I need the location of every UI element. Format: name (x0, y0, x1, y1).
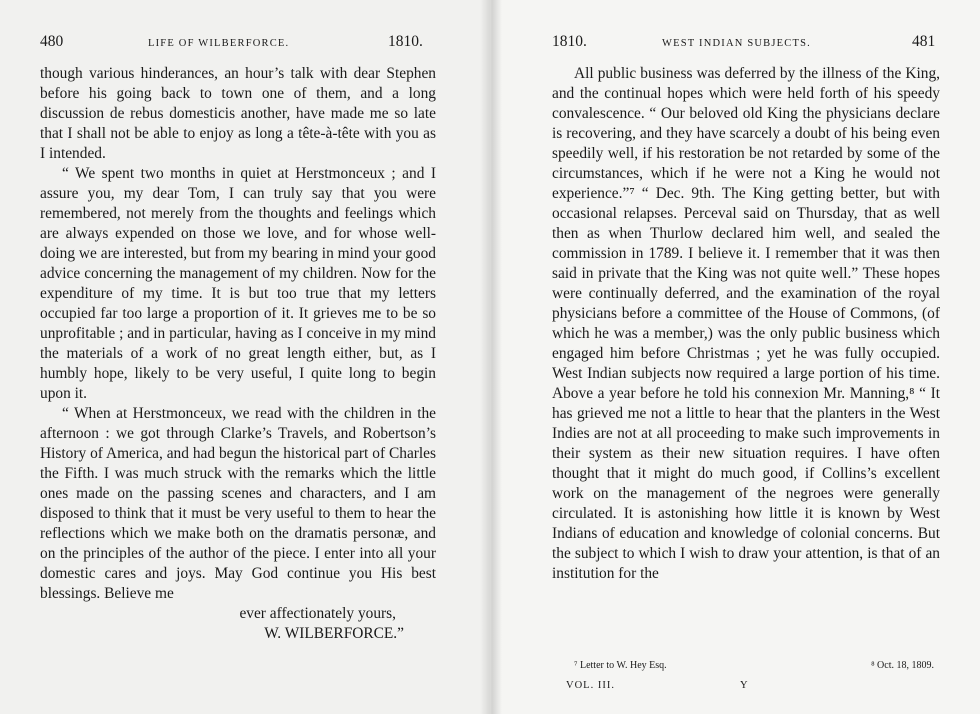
right-year: 1810. (552, 33, 587, 50)
right-page (490, 0, 980, 714)
book-gutter (480, 0, 502, 714)
right-body-text (552, 64, 940, 584)
left-body-text (40, 64, 436, 644)
left-running-title: LIFE OF WILBERFORCE. (148, 38, 290, 49)
left-year: 1810. (388, 33, 423, 50)
volume-mark: VOL. III. (566, 680, 615, 691)
footnote-7: ⁷ Letter to W. Hey Esq. (574, 660, 667, 671)
left-paragraph-2: “ We spent two months in quiet at Herstmonceux ; and I assure you, my dear Tom, I can truly say that you were remembered, not merely from the thoughts and feelings which are always expended on those we love, and for whose well-doing we are interested, but from my bearing in mind your good advice concerning the management of my children. Now for the expenditure of my time. It is but too true that my letters occupied far too large a proportion of it. It grieves me to be so unprofitable ; and in particular, having as I conceive in my mind the materials of a work of no great length either, but, as I humbly hope, likely to be very useful, I quite long to begin upon it. (40, 165, 437, 402)
letter-closing: ever affectionately yours, (239, 605, 396, 622)
left-page-number: 480 (40, 33, 64, 50)
left-paragraph-3: “ When at Herstmonceux, we read with the children in the afternoon : we got through Clarke’s Travels, and Robertson’s History of America, and had begun the historical part of Charles the Fifth. I was much struck with the remarks which the little ones made on the passing scenes and characters, and I am disposed to think that it must be very useful to them to hear the reflections which we make both on the dramatis personæ, and on the principles of the author of the piece. I enter into all your domestic cares and joys. May God continue you His best blessings. Believe me (40, 405, 436, 602)
letter-signature: W. WILBERFORCE.” (264, 625, 404, 642)
signature-letter-mark: Y (740, 680, 749, 691)
right-page-number: 481 (912, 33, 936, 50)
left-paragraph-1: though various hinderances, an hour’s talk with dear Stephen before his going back to town one of them, and a long discussion de rebus domesticis another, have made me so late that I shall not be able to enjoy as long a tête-à-tête with you as I intended. (40, 65, 436, 162)
right-paragraph: All public business was deferred by the illness of the King, and the continual hopes which were held forth of his speedy convalescence. “ Our beloved old King the physicians declare is recovering, and they have scarcely a doubt of his being even speedily well, if his restoration be not retarded by some of the circumstances, which if he were not a King he would not experience.”⁷ “ Dec. 9th. The King getting better, but with occasional relapses. Perceval said on Thursday, that as well then as when Thurlow declared him well, and sealed the commission in 1789. I believe it. I remember that it was then said in private that the King was not quite well.” These hopes were continually deferred, and the examination of the royal physicians before a committee of the House of Commons, (of which he was a member,) was the only public business which engaged him before Christmas ; yet he was fully occupied. West Indian subjects now required a large portion of his time. Above a year before he told his connexion Mr. Manning,⁸ “ It has grieved me not a little to hear that the planters in the West Indies are not at all proceeding to make such improvements in their system as their new situation requires. I have often thought that it might do much good, if Collins’s excellent work on the management of the negroes were generally circulated. It is astonishing how little it is known by West Indians of education and knowledge of colonial concerns. But the subject to which I wish to draw your attention, is that of an institution for the (552, 65, 940, 582)
right-running-title: WEST INDIAN SUBJECTS. (662, 38, 811, 49)
footnote-8: ⁸ Oct. 18, 1809. (871, 660, 934, 671)
